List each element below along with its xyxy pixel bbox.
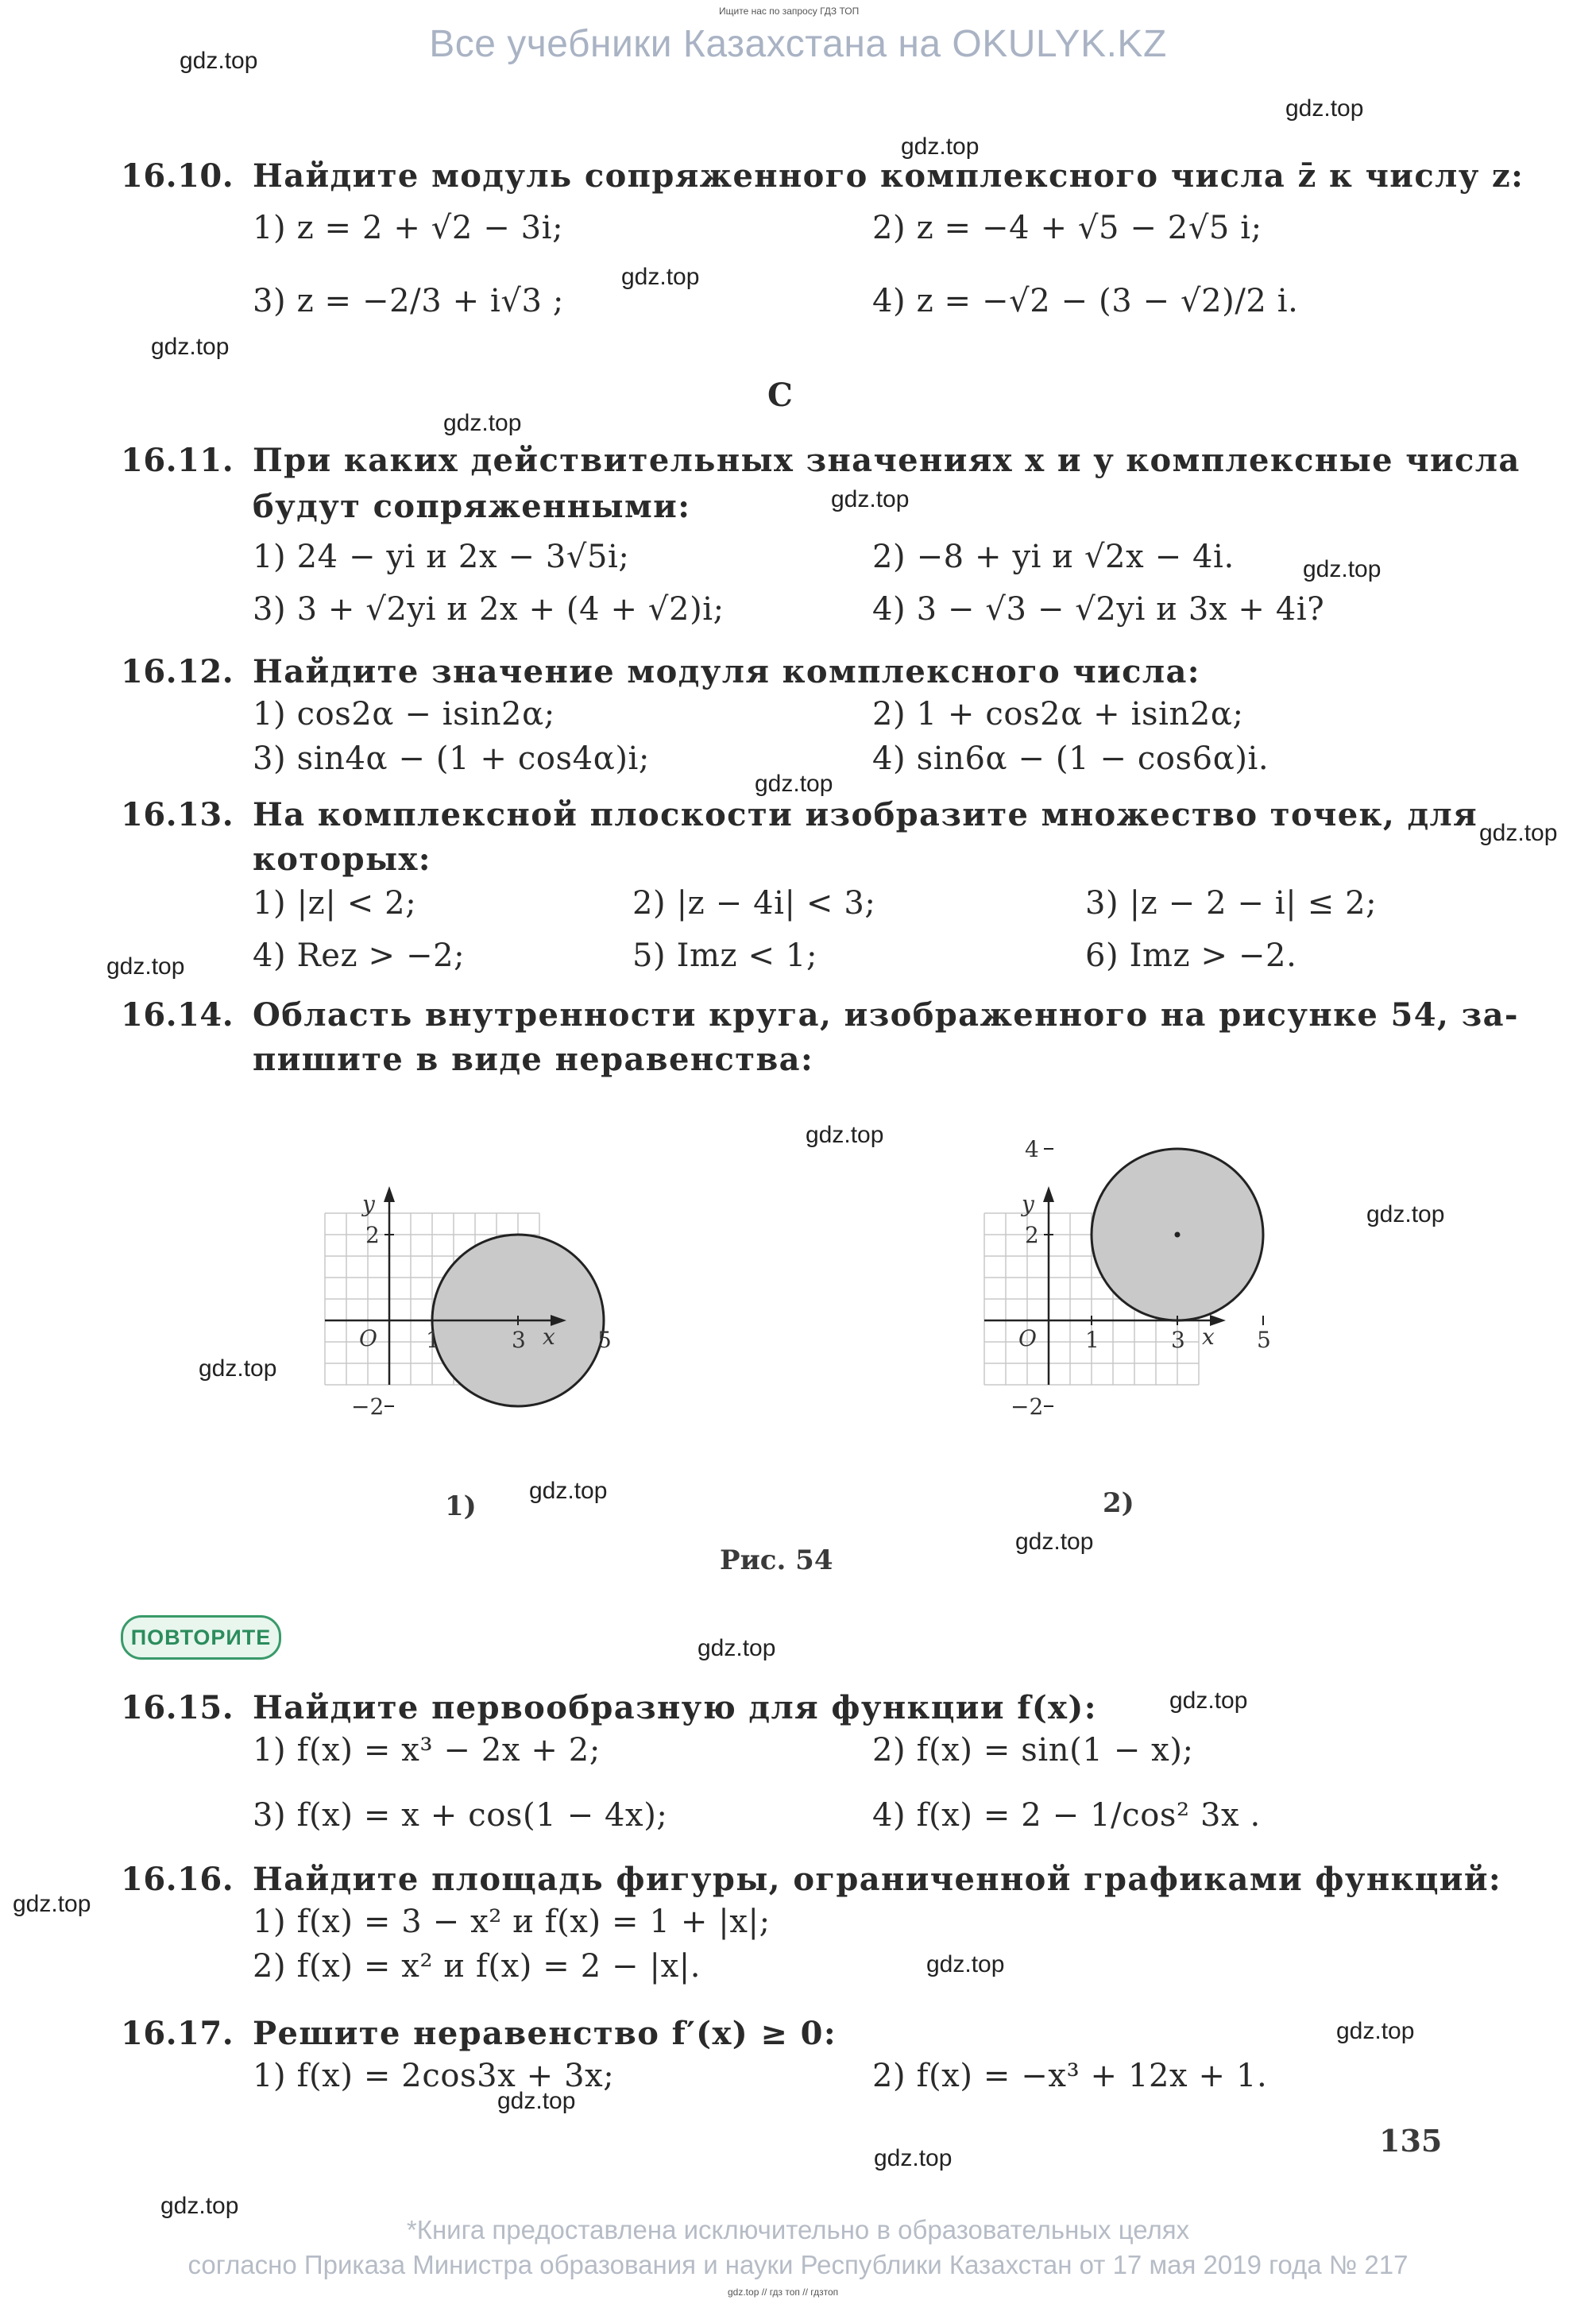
x-axis-label: x: [1202, 1324, 1215, 1350]
watermark: gdz.top: [151, 334, 230, 360]
watermark: gdz.top: [926, 1951, 1005, 1977]
problem-text: Найдите первообразную для функции f(x):: [253, 1689, 1097, 1726]
problem-number: 16.17.: [121, 2015, 234, 2052]
y-tick-label: 4: [1025, 1136, 1039, 1162]
problem-number: 16.16.: [121, 1861, 234, 1898]
watermark: gdz.top: [13, 1891, 91, 1917]
y-axis-arrow: [1043, 1186, 1054, 1202]
problem-item: 6) Imz > −2.: [1085, 937, 1297, 974]
x-tick-label: 3: [512, 1327, 526, 1353]
problem-text: Область внутренности круга, изображенного на рисунке 54, за-: [253, 996, 1519, 1034]
watermark: gdz.top: [160, 2193, 239, 2219]
problem-item: 4) sin6α − (1 − cos6α)i.: [872, 740, 1269, 777]
problem-number: 16.13.: [121, 796, 234, 833]
section-letter: C: [767, 377, 793, 414]
problem-item: 2) z = −4 + √5 − 2√5 i;: [872, 210, 1262, 246]
problem-text: При каких действительных значениях x и y комплексные числа: [253, 442, 1521, 479]
watermark: gdz.top: [806, 1122, 884, 1148]
x-tick-label: 5: [1257, 1327, 1271, 1353]
problem-number: 16.11.: [121, 442, 234, 479]
problem-text: которых:: [253, 841, 431, 878]
x-tick-label: 5: [597, 1327, 612, 1353]
y-axis-label: y: [362, 1191, 375, 1217]
problem-number: 16.12.: [121, 653, 234, 690]
watermark: gdz.top: [874, 2145, 953, 2171]
problem-item: 3) 3 + √2yi и 2x + (4 + √2)i;: [253, 591, 725, 628]
watermark: gdz.top: [901, 133, 980, 160]
watermark: gdz.top: [621, 264, 700, 290]
watermark: gdz.top: [199, 1355, 277, 1382]
origin-label: O: [1018, 1325, 1037, 1351]
watermark: gdz.top: [1479, 820, 1558, 846]
problem-item: 3) |z − 2 − i| ≤ 2;: [1085, 885, 1378, 922]
problem-item: 5) Imz < 1;: [632, 937, 818, 974]
problem-item: 1) f(x) = 3 − x² и f(x) = 1 + |x|;: [253, 1904, 771, 1940]
search-note: Ищите нас по запросу ГДЗ ТОП: [719, 6, 860, 17]
y-axis-arrow: [384, 1186, 395, 1202]
page-number: 135: [1379, 2123, 1443, 2159]
watermark: gdz.top: [180, 48, 258, 74]
problem-text: пишите в виде неравенства:: [253, 1041, 814, 1078]
y-tick-label: 2: [365, 1222, 380, 1248]
problem-text: будут сопряженными:: [253, 488, 691, 525]
y-tick-label: −2: [1011, 1394, 1044, 1420]
problem-item: 2) 1 + cos2α + isin2α;: [872, 696, 1244, 733]
problem-text: На комплексной плоскости изобразите множество точек, для: [253, 796, 1478, 833]
problem-item: 1) f(x) = 2cos3x + 3x;: [253, 2058, 615, 2094]
x-axis-label: x: [543, 1324, 555, 1350]
circle-center: [1175, 1232, 1181, 1238]
watermark: gdz.top: [831, 486, 910, 512]
problem-item: 1) z = 2 + √2 − 3i;: [253, 210, 564, 246]
problem-text: Найдите площадь фигуры, ограниченной графиками функций:: [253, 1861, 1502, 1898]
problem-number: 16.15.: [121, 1689, 234, 1726]
y-tick-label: −2: [351, 1394, 385, 1420]
problem-number: 16.10.: [121, 157, 234, 195]
problem-item: 4) z = −√2 − (3 − √2)/2 i.: [872, 283, 1299, 319]
problem-item: 4) f(x) = 2 − 1/cos² 3x .: [872, 1797, 1261, 1834]
problem-item: 4) Rez > −2;: [253, 937, 466, 974]
figure-54-1: [254, 1098, 699, 1463]
problem-item: 4) 3 − √3 − √2yi и 3x + 4i?: [872, 591, 1325, 628]
problem-text: Найдите модуль сопряженного комплексного числа z̄ к числу z:: [253, 157, 1525, 195]
repeat-badge: ПОВТОРИТЕ: [121, 1615, 281, 1660]
site-header-title[interactable]: Все учебники Казахстана на OKULYK.KZ: [429, 23, 1167, 65]
y-tick-label: 2: [1025, 1222, 1039, 1248]
problem-item: 2) f(x) = x² и f(x) = 2 − |x|.: [253, 1948, 701, 1985]
watermark: gdz.top: [1366, 1201, 1445, 1227]
x-tick-label: 1: [426, 1327, 440, 1353]
problem-item: 2) f(x) = sin(1 − x);: [872, 1732, 1194, 1769]
watermark: gdz.top: [755, 771, 833, 797]
problem-item: 3) z = −2/3 + i√3 ;: [253, 283, 564, 319]
y-axis-label: y: [1022, 1191, 1034, 1217]
watermark: gdz.top: [1169, 1687, 1248, 1714]
watermark: gdz.top: [106, 953, 185, 980]
problem-item: 1) |z| < 2;: [253, 885, 417, 922]
problem-item: 2) −8 + yi и √2x − 4i.: [872, 539, 1235, 575]
footer-line: согласно Приказа Министра образования и науки Республики Казахстан от 17 мая 2019 года № 217: [187, 2250, 1409, 2279]
problem-text: Решите неравенство f′(x) ≥ 0:: [253, 2015, 837, 2052]
problem-item: 1) f(x) = x³ − 2x + 2;: [253, 1732, 601, 1769]
problem-item: 2) f(x) = −x³ + 12x + 1.: [872, 2058, 1268, 2094]
watermark: gdz.top: [1303, 556, 1382, 582]
problem-item: 2) |z − 4i| < 3;: [632, 885, 876, 922]
figure-label: 2): [1103, 1487, 1134, 1519]
watermark: gdz.top: [529, 1478, 608, 1504]
problem-item: 1) 24 − yi и 2x − 3√5i;: [253, 539, 630, 575]
problem-item: 3) f(x) = x + cos(1 − 4x);: [253, 1797, 668, 1834]
problem-item: 3) sin4α − (1 + cos4α)i;: [253, 740, 651, 777]
problem-item: 1) cos2α − isin2α;: [253, 696, 555, 733]
footer-line: *Книга предоставлена исключительно в образовательных целях: [406, 2215, 1190, 2244]
figure-caption: Рис. 54: [720, 1544, 833, 1576]
watermark: gdz.top: [497, 2088, 576, 2114]
watermark: gdz.top: [1336, 2018, 1415, 2044]
watermark: gdz.top: [698, 1635, 776, 1661]
problem-text: Найдите значение модуля комплексного числа:: [253, 653, 1200, 690]
origin-label: O: [359, 1325, 377, 1351]
problem-number: 16.14.: [121, 996, 234, 1034]
footer-small: gdz.top // гдз топ // гдзтоп: [728, 2287, 839, 2298]
watermark: gdz.top: [1015, 1529, 1094, 1555]
watermark: gdz.top: [443, 410, 522, 436]
figure-54-2: [922, 1098, 1366, 1463]
x-tick-label: 1: [1085, 1327, 1099, 1353]
figure-label: 1): [445, 1490, 477, 1522]
x-tick-label: 3: [1171, 1327, 1185, 1353]
watermark: gdz.top: [1285, 95, 1364, 122]
